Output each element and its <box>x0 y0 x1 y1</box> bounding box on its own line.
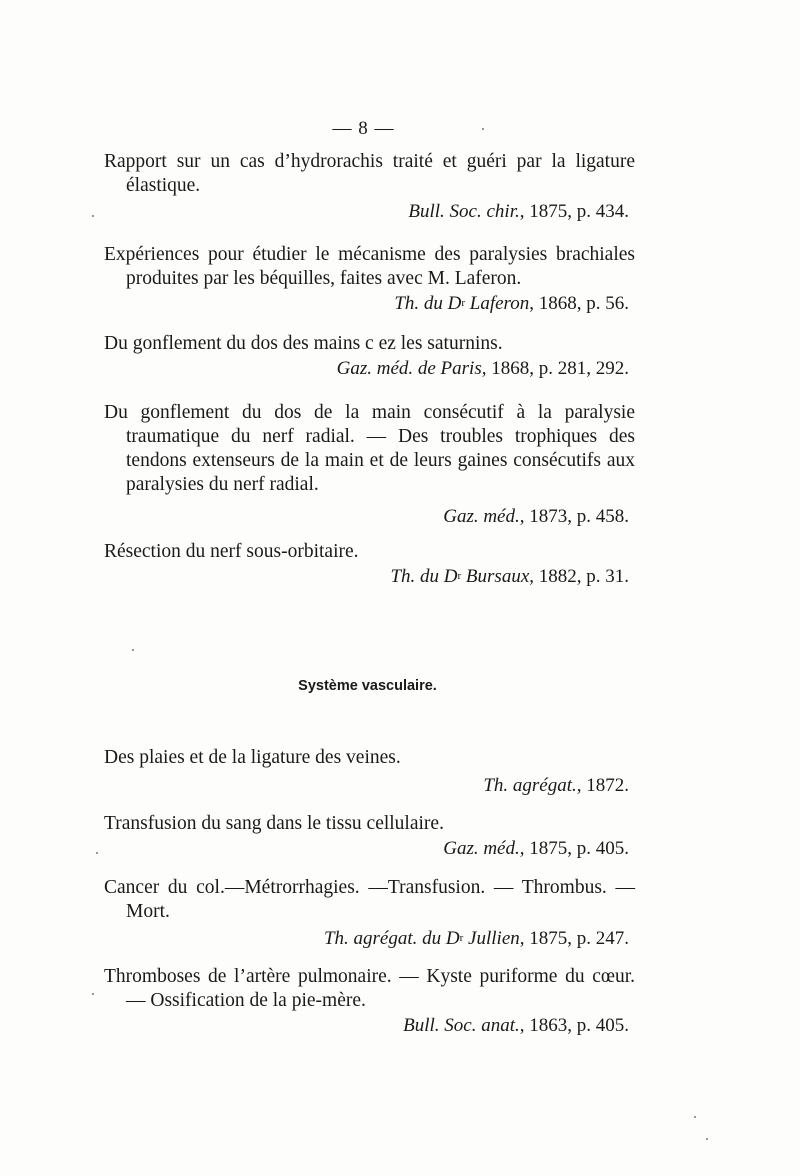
reference-author: Bursaux <box>461 566 530 587</box>
scan-speck <box>132 649 134 651</box>
scan-speck <box>92 993 94 995</box>
reference-details: , 1875, p. 405. <box>519 838 629 859</box>
entry-reference <box>104 357 635 381</box>
reference-source: Gaz. méd. <box>443 506 520 527</box>
entry-reference <box>104 200 635 224</box>
entry-reference <box>104 292 635 316</box>
entry-title: Transfusion du sang dans le tissu cellulaire. <box>104 813 444 834</box>
scan-speck <box>96 852 98 854</box>
reference-details: , 1868, p. 281, 292. <box>481 358 629 379</box>
entry-title: Des plaies et de la ligature des veines. <box>104 747 401 768</box>
reference-source: Th. du D <box>390 566 458 587</box>
entry-reference <box>104 837 635 861</box>
bibliography-entry <box>104 746 635 798</box>
bibliography-entry <box>104 150 635 224</box>
bibliography-entry <box>104 540 635 589</box>
reference-author: Laferon <box>465 293 530 314</box>
reference-superscript: r <box>461 297 466 309</box>
reference-source: Bull. Soc. anat. <box>403 1015 520 1036</box>
scan-speck <box>92 215 94 217</box>
reference-details: , 1882, p. 31. <box>529 566 629 587</box>
scan-speck <box>694 1116 696 1118</box>
bibliography-entry <box>104 876 635 951</box>
reference-source: Gaz. méd. de Paris <box>336 358 482 379</box>
entry-reference <box>104 1014 635 1038</box>
reference-details: , 1868, p. 56. <box>529 293 629 314</box>
reference-details: , 1863, p. 405. <box>519 1015 629 1036</box>
reference-superscript: r <box>459 932 464 944</box>
entry-title: Du gonflement du dos de la main consécutif à la paralysie traumatique du nerf radial. — Des troubles trophiques des tendons extenseurs de la main et de leurs gaines consécutifs aux paralysies du nerf radial. <box>104 402 635 495</box>
reference-source: Bull. Soc. chir. <box>408 201 520 222</box>
entry-title: Résection du nerf sous-orbitaire. <box>104 541 359 562</box>
bibliography-entry <box>104 812 635 861</box>
section-heading: Système vasculaire. <box>298 678 437 694</box>
entry-reference <box>104 565 635 589</box>
entry-title: Thromboses de l’artère pulmonaire. — Kyste puriforme du cœur. — Ossification de la pie-mère. <box>104 966 635 1011</box>
entry-reference <box>104 774 635 798</box>
bibliography-entry <box>104 965 635 1038</box>
bibliography-entry <box>104 243 635 316</box>
entry-title: Cancer du col.—Métrorrhagies. —Transfusion. — Thrombus. — Mort. <box>104 877 635 922</box>
reference-details: , 1875, p. 434. <box>519 201 629 222</box>
reference-source: Th. agrégat. <box>483 775 577 796</box>
reference-details: , 1872. <box>576 775 629 796</box>
scan-speck <box>706 1138 708 1140</box>
reference-source: Th. du D <box>394 293 462 314</box>
reference-details: , 1875, p. 247. <box>519 928 629 949</box>
scan-speck <box>482 128 484 130</box>
reference-details: , 1873, p. 458. <box>519 506 629 527</box>
reference-source: Gaz. méd. <box>443 838 520 859</box>
reference-superscript: r <box>457 570 462 582</box>
entry-title: Du gonflement du dos des mains c ez les saturnins. <box>104 333 503 354</box>
reference-source: Th. agrégat. du D <box>323 928 460 949</box>
bibliography-entry <box>104 332 635 381</box>
bibliography-entry <box>104 401 635 529</box>
entry-reference <box>104 927 635 951</box>
page-number: — 8 — <box>332 118 395 139</box>
entry-reference <box>104 505 635 529</box>
entry-title: Rapport sur un cas d’hydrorachis traité et guéri par la ligature élastique. <box>104 151 635 196</box>
entry-title: Expériences pour étudier le mécanisme des paralysies brachiales produites par les béquilles, faites avec M. Laferon. <box>104 244 635 289</box>
reference-author: Jullien <box>463 928 520 949</box>
